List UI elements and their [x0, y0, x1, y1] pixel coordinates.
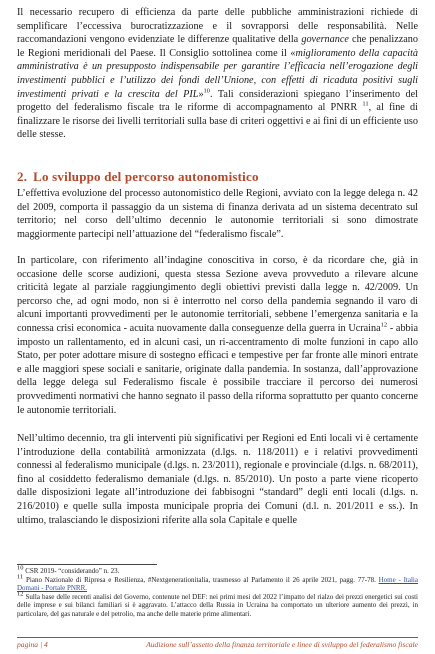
paragraph-decade: Nell’ultimo decennio, tra gli interventi più significativi per Regioni ed Enti locali vi è certamente l’introduzione della contabilità armonizzata (d.lgs. n. 118/2011) e i relativi provvedimenti connessi al federalismo municipale (d.lgs. n. 23/2011), regionale e provinciale (d.lgs. n. 68/2011), fino al cosiddetto federalismo demaniale (d.lgs. n. 85/2010). Un posto a parte viene ricoperto dalle disposizioni legate all’introduzione dei fabbisogni “standard” degli enti locali (d.lgs. n. 216/2010) e quelle sulla imposta municipale propria dei Comuni (d.l. n. 201/2011 e ss.). In ultimo, tralasciando le disposizioni riferite alla sola Capitale e quelle	[17, 433, 418, 526]
italic-governance: governance	[301, 34, 349, 46]
footnote-number: 10	[17, 564, 24, 572]
footnote-text: Sulla base delle recenti analisi del Governo, contenute nel DEF: nei primi mesi del 2022 l’impatto del rialzo dei prezzi energetici sui costi delle imprese e sui bilanci familiari si è aggravato. L’attacco della Russia in Ucraina ha comportato un ulteriore aumento dei prezzi, in particolare, del gas naturale e del petrolio, ma anche delle materie prime alimentari.	[17, 592, 418, 618]
footer-rule	[17, 637, 418, 638]
text-run: che penalizzano le Regioni meridionali del Paese. Il Consiglio sottolinea come il «	[17, 34, 418, 59]
page-number: pagina | 4	[17, 640, 48, 649]
italic-quote: miglioramento della capacità amministrativa è un presupposto indispensabile per garantire l’efficacia nell’erogazione degli investimenti pubblici e l’utilizzo dei fondi dell’Unione, con effetti di ricaduta positivi sugli investimenti privati e la crescita del PIL	[17, 47, 418, 100]
pnrr-portal-link[interactable]: Home - Italia Domani - Portale PNRR.	[17, 575, 418, 593]
footnote-10	[17, 564, 418, 576]
running-title: Audizione sull’assetto della finanza territoriale e linee di sviluppo del federalismo fiscale	[146, 640, 418, 649]
section-title: Lo sviluppo del percorso autonomistico	[33, 169, 259, 184]
footnote-11	[17, 573, 418, 593]
section-heading	[17, 169, 259, 185]
footnote-ref-10[interactable]: 10	[203, 87, 211, 95]
paragraph-efficiency	[17, 6, 418, 142]
footnote-number: 11	[17, 573, 24, 581]
text-run: Il necessario recupero di efficienza da parte delle pubbliche amministrazioni richiede di semplificare l’eccessiva burocratizzazione e il sovrapporsi delle responsabilità. Nelle raccomandazioni vengono evidenziate le differenze qualitative della	[17, 7, 418, 46]
text-run: . Tali considerazioni spiegano l’inserimento del progetto del federalismo fiscale tra le riforme di accompagnamento al PNRR	[17, 88, 418, 114]
footnote-separator	[17, 564, 157, 565]
paragraph-pandemic	[17, 254, 418, 417]
footnote-12	[17, 590, 418, 619]
footnote-ref-12[interactable]: 12	[380, 321, 388, 329]
footnote-text: Piano Nazionale di Ripresa e Resilienza, #Nextgenerationitalia, trasmesso al Parlamento il 26 aprile 2021, pagg. 77-78.	[23, 575, 379, 584]
footnote-number: 12	[17, 590, 24, 598]
page-footer	[17, 640, 418, 649]
paragraph-evolution: L’effettiva evoluzione del processo autonomistico delle Regioni, avviato con la legge delega n. 42 del 2009, comporta il passaggio da un sistema di finanza derivata ad un sistema decentrato sul territorio; nel corso dell’ultimo decennio le autonomie territoriali si sono dimostrate maggiormente partecipi nell’attuazione del “federalismo fiscale”.	[17, 188, 418, 240]
footnotes	[17, 564, 418, 619]
footnote-ref-11[interactable]: 11	[362, 100, 369, 108]
footnote-text: CSR 2019- “considerando” n. 23.	[23, 567, 120, 575]
text-run: , al fine di finalizzare le risorse dei livelli territoriali sulla base di criteri oggettivi e ai fini di un efficiente uso delle stesse.	[17, 102, 418, 141]
text-run: In particolare, con riferimento all’indagine conoscitiva in corso, è da ricordare che, già in occasione delle scorse audizioni, questa stessa Sezione aveva provveduto a rilevare alcune criticità legate al parziale raggiungimento degli obiettivi previsti dalla legge n. 42/2009. Un percorso che, ad ogni modo, non si è interrotto nel corso della pandemia segnando il varo di alcuni importanti provvedimenti per le autonomie territoriali, sebbene l’emergenza sanitaria e la connessa crisi economica - acuita nuovamente dalla conseguenze della guerra in Ucraina	[17, 255, 418, 334]
section-number: 2.	[17, 169, 28, 184]
text-run: »	[198, 88, 204, 100]
text-run: - abbia imposto un rallentamento, ed in alcuni casi, un ri-accentramento di molte funzioni in capo allo Stato, per poter adottare misure di sostegno efficaci e tempestive per far fronte alle minori entrate e alle maggiori spese sociali e sanitarie, originate dalla pandemia. In sostanza, dall’approvazione della legge delega sul Federalismo fiscale è possibile tracciare il percorso dei numerosi provvedimenti normativi che hanno segnato il passo della riforma soprattutto per quanto concerne le autonomie territoriali.	[17, 322, 418, 416]
